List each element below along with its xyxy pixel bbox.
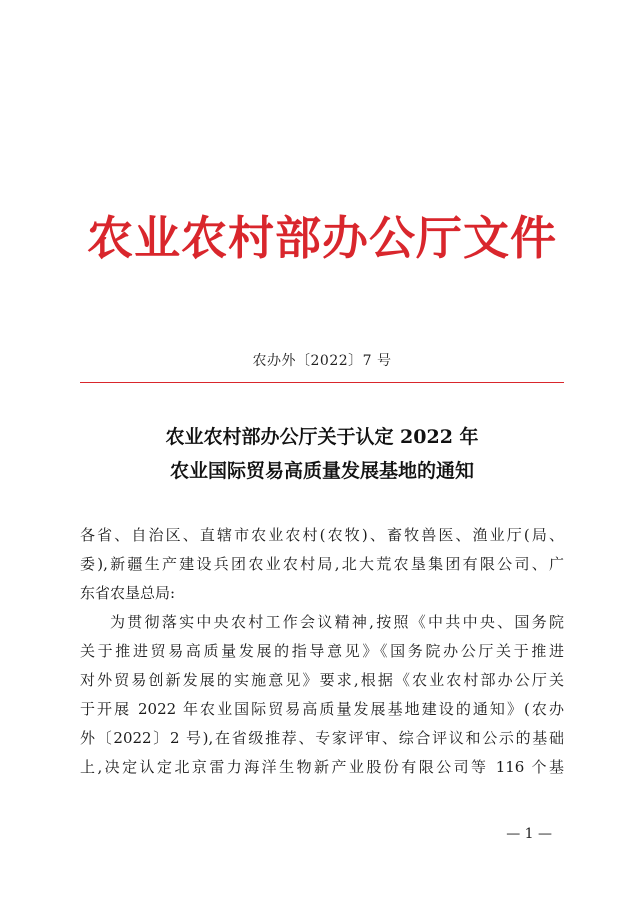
body-text xyxy=(80,521,564,782)
masthead-title: 农业农村部办公厅文件 xyxy=(87,211,557,265)
paragraph-line: 上,决定认定北京雷力海洋生物新产业股份有限公司等 116 个基 xyxy=(80,758,564,776)
notice-title-line-2: 农业国际贸易高质量发展基地的通知 xyxy=(169,460,474,482)
page-number: — 1 — xyxy=(506,826,552,842)
paragraph-line: 关于推进贸易高质量发展的指导意见》《国务院办公厅关于推进 xyxy=(80,642,564,660)
document-number: 农办外〔2022〕7 号 xyxy=(252,353,392,369)
red-divider xyxy=(80,382,564,383)
paragraph-line: 对外贸易创新发展的实施意见》要求,根据《农业农村部办公厅关 xyxy=(80,671,564,689)
salutation-line: 各省、自治区、直辖市农业农村(农牧)、畜牧兽医、渔业厅(局、 xyxy=(80,526,564,544)
notice-title xyxy=(0,420,644,488)
paragraph-line: 为贯彻落实中央农村工作会议精神,按照《中共中央、国务院 xyxy=(110,613,564,631)
notice-title-line-1: 农业农村部办公厅关于认定 2022 年 xyxy=(165,426,479,448)
salutation-line: 东省农垦总局: xyxy=(80,584,176,602)
paragraph-line: 于开展 2022 年农业国际贸易高质量发展基地建设的通知》(农办 xyxy=(80,700,564,718)
paragraph-line: 外〔2022〕2 号),在省级推荐、专家评审、综合评议和公示的基础 xyxy=(80,729,564,747)
salutation-line: 委),新疆生产建设兵团农业农村局,北大荒农垦集团有限公司、广 xyxy=(80,555,564,573)
